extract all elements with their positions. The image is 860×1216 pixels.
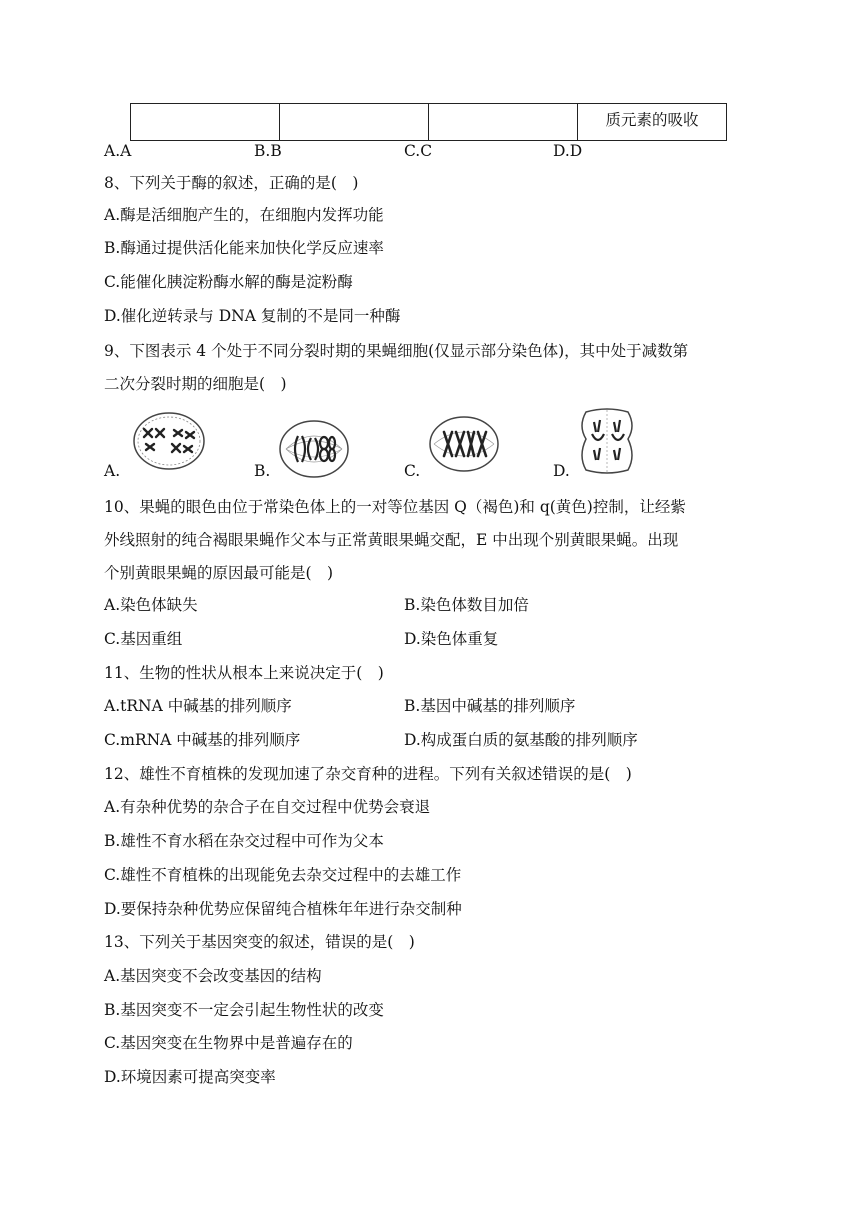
q12-option-a: A.有杂种优势的杂合子在自交过程中优势会衰退 <box>104 798 431 816</box>
q7-option-c: C.C <box>404 142 433 160</box>
q9-stem-line1: 9、下图表示 4 个处于不同分裂时期的果蝇细胞(仅显示部分染色体)，其中处于减数第 <box>104 342 689 360</box>
q12-stem: 12、雄性不育植株的发现加速了杂交育种的进程。下列有关叙述错误的是( ) <box>104 765 632 783</box>
q7-option-a: A.A <box>104 142 132 160</box>
answer-table-fragment <box>130 103 727 141</box>
q9-label-d: D. <box>553 462 570 480</box>
cell-diagram-a <box>132 410 206 472</box>
q8-stem: 8、下列关于酶的叙述，正确的是( ) <box>104 174 359 192</box>
q10-option-b: B.染色体数目加倍 <box>404 596 529 614</box>
q11-stem: 11、生物的性状从根本上来说决定于( ) <box>104 664 384 682</box>
q10-option-d: D.染色体重复 <box>404 630 499 648</box>
q13-option-b: B.基因突变不一定会引起生物性状的改变 <box>104 1001 384 1019</box>
q10-stem-line3: 个别黄眼果蝇的原因最可能是( ) <box>104 564 334 582</box>
q12-option-d: D.要保持杂种优势应保留纯合植株年年进行杂交制种 <box>104 900 462 918</box>
q7-option-b: B.B <box>254 142 282 160</box>
q9-label-c: C. <box>404 462 421 480</box>
q9-label-a: A. <box>104 462 121 480</box>
table-cell <box>131 104 280 141</box>
q10-stem-line2: 外线照射的纯合褐眼果蝇作父本与正常黄眼果蝇交配，E 中出现个别黄眼果蝇。出现 <box>104 531 679 549</box>
cell-diagram-d <box>576 406 638 476</box>
cell-diagram-c <box>428 414 500 474</box>
q8-option-a: A.酶是活细胞产生的，在细胞内发挥功能 <box>104 206 384 224</box>
q13-option-d: D.环境因素可提高突变率 <box>104 1068 276 1086</box>
table-cell-text: 质元素的吸收 <box>578 104 727 141</box>
q8-option-d: D.催化逆转录与 DNA 复制的不是同一种酶 <box>104 307 401 325</box>
q13-option-a: A.基因突变不会改变基因的结构 <box>104 967 322 985</box>
cell-diagram-b <box>278 418 350 480</box>
q10-option-c: C.基因重组 <box>104 630 183 648</box>
q13-stem: 13、下列关于基因突变的叙述，错误的是( ) <box>104 933 415 951</box>
q9-label-b: B. <box>254 462 271 480</box>
q11-option-d: D.构成蛋白质的氨基酸的排列顺序 <box>404 731 638 749</box>
table-cell <box>429 104 578 141</box>
q9-stem-line2: 二次分裂时期的细胞是( ) <box>104 375 287 393</box>
q12-option-c: C.雄性不育植株的出现能免去杂交过程中的去雄工作 <box>104 866 462 884</box>
q7-option-d: D.D <box>553 142 583 160</box>
table-cell <box>280 104 429 141</box>
q11-option-b: B.基因中碱基的排列顺序 <box>404 697 576 715</box>
q10-option-a: A.染色体缺失 <box>104 596 198 614</box>
q8-option-c: C.能催化胰淀粉酶水解的酶是淀粉酶 <box>104 273 353 291</box>
q10-stem-line1: 10、果蝇的眼色由位于常染色体上的一对等位基因 Q（褐色)和 q(黄色)控制，让经紫 <box>104 498 686 516</box>
q11-option-a: A.tRNA 中碱基的排列顺序 <box>104 697 292 715</box>
q13-option-c: C.基因突变在生物界中是普遍存在的 <box>104 1034 353 1052</box>
q11-option-c: C.mRNA 中碱基的排列顺序 <box>104 731 301 749</box>
q8-option-b: B.酶通过提供活化能来加快化学反应速率 <box>104 239 384 257</box>
q12-option-b: B.雄性不育水稻在杂交过程中可作为父本 <box>104 832 384 850</box>
